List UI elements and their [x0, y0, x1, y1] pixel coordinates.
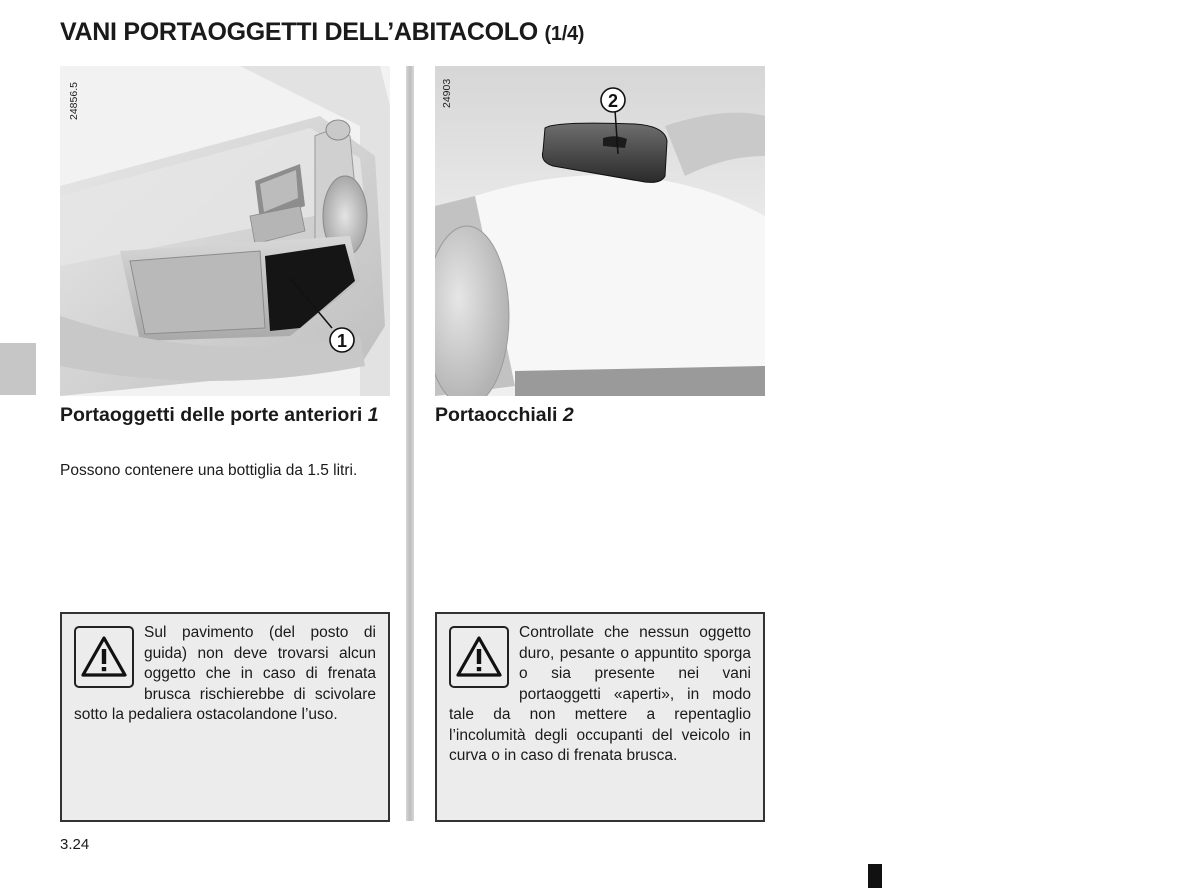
door-pocket-heading: [60, 403, 390, 428]
door-pocket-heading-text: Portaoggetti delle porte anteriori: [60, 404, 363, 426]
warning-text-right: Controllate che nessun oggetto duro, pesante o appuntito sporga o sia presente nei vani portaoggetti «aperti», in modo tale da non mettere a repentaglio l’incolumità degli occupanti del veicolo in curva o in caso di frenata brusca.: [449, 624, 751, 764]
page-title: [60, 18, 584, 47]
glasses-holder-photo: [435, 66, 765, 396]
warning-text-left: Sul pavimento (del posto di guida) non deve trovarsi alcun oggetto che in caso di frenata brusca rischierebbe di scivolare sotto la pedaliera ostacolandone l’uso.: [74, 624, 376, 723]
page-title-part: (1/4): [544, 23, 585, 45]
page-number: 3.24: [60, 836, 90, 853]
warning-triangle-icon: [449, 626, 509, 688]
door-pocket-heading-num: 1: [367, 404, 379, 426]
glasses-holder-heading: [435, 403, 765, 428]
door-pocket-description: Possono contenere una bottiglia da 1.5 litri.: [60, 462, 358, 479]
page-edge-mark: [868, 864, 882, 888]
glasses-holder-illustration: [435, 66, 765, 396]
callout-1-label: 1: [336, 331, 348, 351]
column-divider: [406, 66, 414, 821]
glasses-holder-heading-text: Portaocchiali: [435, 404, 558, 426]
warning-box-right: [435, 612, 765, 822]
warning-box-left: [60, 612, 390, 822]
warning-triangle-icon: [74, 626, 134, 688]
door-pocket-photo: [60, 66, 390, 396]
page-title-text: VANI PORTAOGGETTI DELL’ABITACOLO: [60, 18, 538, 46]
door-pocket-illustration: [60, 66, 390, 396]
chapter-side-tab: [0, 343, 36, 395]
callout-2-label: 2: [607, 91, 619, 111]
photo-code-right: 24903: [441, 78, 453, 108]
glasses-holder-heading-num: 2: [562, 404, 574, 426]
photo-code-left: 24856.5: [68, 82, 80, 120]
